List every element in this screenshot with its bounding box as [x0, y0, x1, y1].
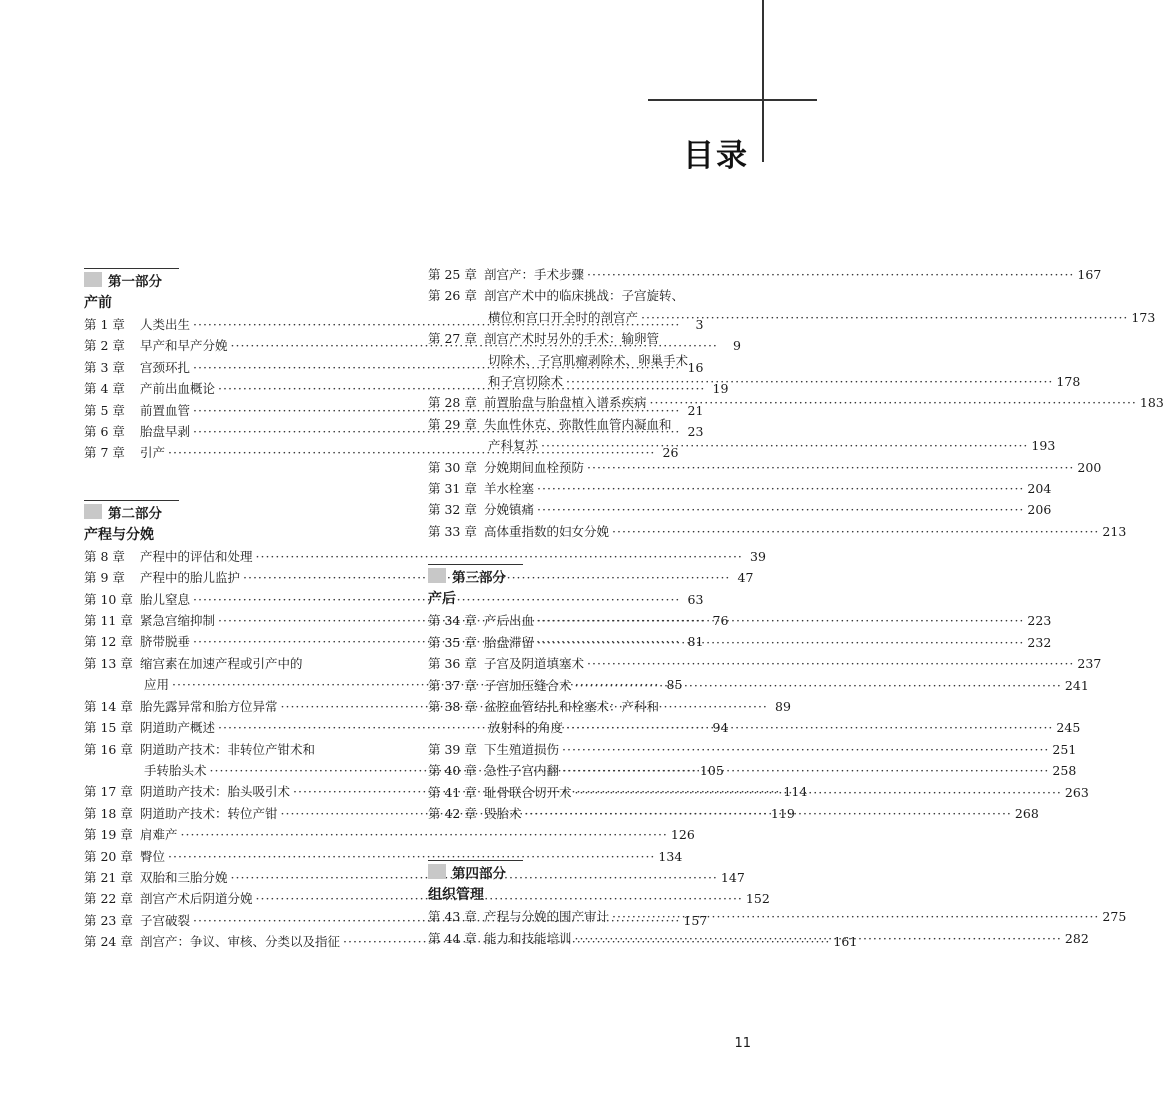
leader-dots [537, 499, 1024, 520]
chapter-title-line [484, 499, 1051, 520]
chapter-number: 第 18 章 [84, 805, 133, 821]
chapter-number: 第 7 章 [84, 445, 125, 461]
chapter-number: 第 30 章 [428, 459, 477, 475]
chapter-title-line [484, 371, 1080, 392]
chapter-body [484, 457, 1101, 478]
chapter-title-line [484, 414, 1055, 435]
chapter-title: 前置血管 [140, 402, 191, 418]
toc-entry[interactable] [84, 546, 766, 567]
chapter-page: 161 [833, 934, 858, 950]
chapter-number: 第 9 章 [84, 570, 125, 586]
chapter-title: 放射科的角度 [488, 720, 564, 736]
chapter-body [484, 739, 1076, 760]
chapter-page: 126 [670, 827, 695, 843]
toc-part [428, 564, 750, 610]
chapter-title: 和子宫切除术 [488, 374, 564, 390]
chapter-page: 76 [712, 613, 729, 629]
chapter-number: 第 43 章 [428, 909, 477, 925]
part-name: 第二部分 [108, 505, 162, 522]
chapter-title: 子宫破裂 [140, 912, 191, 928]
chapter-title: 分娩镇痛 [484, 502, 535, 518]
chapter-title: 人类出生 [140, 317, 191, 332]
section-gap [428, 542, 750, 558]
chapter-title: 阴道助产技术：非转位产钳术和 [140, 741, 316, 757]
chapter-page: 152 [745, 891, 770, 907]
chapter-number: 第 27 章 [428, 331, 477, 347]
chapter-title: 失血性休克、弥散性血管内凝血和 [484, 416, 672, 432]
chapter-title: 紧急宫缩抑制 [140, 613, 216, 629]
chapter-body [484, 906, 1126, 927]
chapter-number: 第 12 章 [84, 634, 133, 650]
chapter-title-line [484, 350, 1080, 371]
chapter-title-line [484, 906, 1126, 927]
leader-dots [562, 760, 1049, 781]
leader-dots [587, 264, 1074, 285]
chapter-number: 第 15 章 [84, 720, 133, 736]
chapter-body [484, 478, 1051, 499]
chapter-page: 23 [687, 424, 704, 440]
chapter-number: 第 2 章 [84, 338, 125, 354]
chapter-title: 宫颈环扎 [140, 359, 191, 375]
chapter-number: 第 39 章 [428, 741, 477, 757]
chapter-body [484, 499, 1051, 520]
leader-dots [641, 307, 1128, 328]
chapter-title-line [484, 632, 1051, 653]
leader-dots [650, 392, 1137, 413]
chapter-body [484, 610, 1051, 631]
chapter-title: 盆腔血管结扎和栓塞术：产科和 [484, 698, 660, 714]
chapter-page: 114 [783, 784, 808, 800]
toc-entry[interactable] [84, 846, 683, 867]
chapter-number: 第 38 章 [428, 698, 477, 714]
chapter-title: 缩宫素在加速产程或引产中的 [140, 655, 303, 671]
chapter-title: 产科复苏 [488, 438, 539, 454]
chapter-page: 119 [770, 805, 795, 821]
chapter-page: 26 [662, 445, 679, 461]
chapter-title: 脐带脱垂 [140, 634, 191, 650]
chapter-page: 282 [1064, 930, 1089, 946]
chapter-title: 早产和早产分娩 [140, 338, 228, 354]
chapter-page: 3 [695, 317, 704, 332]
leader-dots [525, 803, 1012, 824]
toc-entry[interactable] [428, 906, 1127, 927]
chapter-title-line [484, 392, 1164, 413]
chapter-page: 258 [1052, 763, 1077, 779]
chapter-title: 阴道助产技术：胎头吸引术 [140, 784, 291, 800]
chapter-title: 毁胎术 [484, 805, 522, 821]
chapter-number: 第 10 章 [84, 591, 133, 607]
chapter-title: 引产 [140, 445, 166, 461]
chapter-body [484, 803, 1039, 824]
chapter-page: 237 [1077, 656, 1102, 672]
chapter-number: 第 23 章 [84, 912, 133, 928]
chapter-number: 第 22 章 [84, 891, 133, 907]
leader-dots [575, 928, 1062, 949]
toc-entry[interactable] [84, 824, 695, 845]
leader-dots [587, 457, 1074, 478]
part-subtitle: 产程与分娩 [84, 526, 154, 543]
leader-dots [575, 782, 1062, 803]
chapter-page: 223 [1027, 613, 1052, 629]
chapter-page: 251 [1052, 741, 1077, 757]
part-marker [84, 272, 102, 287]
chapter-title: 急性子宫内翻 [484, 763, 560, 779]
chapter-body [484, 653, 1101, 674]
chapter-page: 105 [699, 762, 724, 778]
chapter-page: 39 [750, 548, 766, 564]
chapter-title: 剖宫产术中的临床挑战：子宫旋转、 [484, 288, 685, 304]
chapter-title-line [484, 478, 1051, 499]
chapter-title: 剖宫产：手术步骤 [484, 267, 585, 282]
chapter-number: 第 14 章 [84, 698, 133, 714]
leader-dots [537, 478, 1024, 499]
toc-entry[interactable] [428, 392, 1164, 413]
part-marker [428, 568, 446, 583]
chapter-number: 第 6 章 [84, 424, 125, 440]
chapter-page: 268 [1014, 805, 1039, 821]
leader-dots [566, 717, 1053, 738]
toc-entry[interactable] [428, 632, 1052, 653]
toc-entry[interactable] [428, 760, 1077, 781]
chapter-page: 16 [687, 359, 704, 375]
chapter-title-line [484, 739, 1076, 760]
chapter-page: 200 [1077, 459, 1102, 475]
toc-entry[interactable] [428, 521, 1127, 542]
leader-dots [566, 371, 1053, 392]
part-marker [84, 504, 102, 519]
chapter-number: 第 44 章 [428, 930, 477, 946]
chapter-number: 第 24 章 [84, 934, 133, 950]
chapter-title: 胎儿窒息 [140, 591, 191, 607]
leader-dots [537, 632, 1024, 653]
part-header [428, 860, 523, 881]
chapter-title: 前置胎盘与胎盘植入谱系疾病 [484, 395, 647, 411]
chapter-number: 第 20 章 [84, 848, 133, 864]
chapter-number: 第 25 章 [428, 267, 477, 282]
toc-entry[interactable] [428, 457, 1102, 478]
chapter-number: 第 21 章 [84, 869, 133, 885]
chapter-page: 173 [1131, 309, 1156, 325]
chapter-title: 分娩期间血栓预防 [484, 459, 585, 475]
page-title: 目录 [683, 138, 749, 174]
chapter-number: 第 19 章 [84, 827, 133, 843]
chapter-title-line [484, 653, 1101, 674]
toc-entry[interactable] [428, 675, 1089, 696]
chapter-title-line [484, 307, 1155, 328]
section-gap [428, 824, 750, 854]
chapter-title-line [484, 803, 1039, 824]
toc-entry[interactable] [428, 478, 1052, 499]
chapter-number: 第 17 章 [84, 784, 133, 800]
toc-entry[interactable] [428, 285, 1156, 328]
section-gap [84, 464, 406, 494]
chapter-title: 产前出血概论 [140, 381, 216, 397]
leader-dots [612, 906, 1099, 927]
chapter-title: 下生殖道损伤 [484, 741, 560, 757]
chapter-number: 第 31 章 [428, 481, 477, 497]
chapter-title: 阴道助产技术：转位产钳 [140, 805, 278, 821]
chapter-number: 第 29 章 [428, 416, 477, 432]
chapter-page: 232 [1027, 634, 1052, 650]
chapter-number: 第 33 章 [428, 523, 477, 539]
chapter-page: 178 [1056, 374, 1081, 390]
chapter-title: 肩难产 [140, 827, 178, 843]
chapter-page: 157 [683, 912, 708, 928]
chapter-page: 21 [687, 402, 704, 418]
chapter-title-line [484, 285, 1155, 306]
chapter-title: 子宫加压缝合术 [484, 677, 572, 693]
chapter-number: 第 37 章 [428, 677, 477, 693]
chapter-number: 第 26 章 [428, 288, 477, 304]
toc-entry[interactable] [428, 610, 1052, 631]
chapter-number: 第 16 章 [84, 741, 133, 757]
chapter-title: 子宫及阴道填塞术 [484, 656, 585, 672]
chapter-title-line [484, 328, 1080, 349]
chapter-body [484, 675, 1089, 696]
chapter-page: 241 [1064, 677, 1089, 693]
chapter-body [484, 760, 1076, 781]
chapter-number: 第 11 章 [84, 613, 133, 629]
chapter-page: 94 [712, 720, 729, 736]
chapter-body [484, 521, 1126, 542]
toc-entry[interactable] [428, 739, 1077, 760]
chapter-number: 第 40 章 [428, 763, 477, 779]
chapter-number: 第 4 章 [84, 381, 125, 397]
chapter-number: 第 1 章 [84, 317, 125, 332]
chapter-title-line [484, 782, 1089, 803]
toc-entry[interactable] [428, 414, 1056, 457]
chapter-title: 剖宫产术时另外的手术：输卵管 [484, 331, 660, 347]
chapter-title: 双胎和三胎分娩 [140, 869, 228, 885]
chapter-page: 134 [658, 848, 683, 864]
chapter-page: 81 [687, 634, 704, 650]
chapter-number: 第 36 章 [428, 656, 477, 672]
chapter-body [484, 782, 1089, 803]
chapter-title-line [484, 435, 1055, 456]
chapter-title: 胎先露异常和胎方位异常 [140, 698, 278, 714]
chapter-title: 剖宫产：争议、审核、分类以及指征 [140, 934, 341, 950]
part-header [84, 500, 179, 521]
toc-part [428, 860, 750, 906]
chapter-page: 85 [666, 677, 683, 693]
chapter-title: 产程中的胎儿监护 [140, 570, 241, 586]
chapter-page: 19 [712, 381, 729, 397]
chapter-number: 第 42 章 [428, 805, 477, 821]
chapter-title-line [484, 675, 1089, 696]
chapter-body [484, 392, 1164, 413]
chapter-page: 183 [1139, 395, 1164, 411]
part-marker [428, 864, 446, 879]
leader-dots [562, 739, 1049, 760]
chapter-page: 245 [1056, 720, 1081, 736]
chapter-title-line [484, 264, 1101, 285]
chapter-title: 耻骨联合切开术 [484, 784, 572, 800]
chapter-body [484, 696, 1080, 739]
chapter-body [484, 414, 1055, 457]
chapter-page: 204 [1027, 481, 1052, 497]
chapter-number: 第 13 章 [84, 655, 133, 671]
chapter-number: 第 34 章 [428, 613, 477, 629]
chapter-number: 第 32 章 [428, 502, 477, 518]
toc-entry[interactable] [428, 328, 1081, 392]
leader-dots [612, 521, 1099, 542]
chapter-number: 第 3 章 [84, 359, 125, 375]
toc-part [84, 500, 406, 546]
chapter-number: 第 5 章 [84, 402, 125, 418]
chapter-page: 206 [1027, 502, 1052, 518]
part-subtitle: 产前 [84, 295, 112, 311]
leader-dots [537, 610, 1024, 631]
chapter-page: 63 [687, 591, 704, 607]
chapter-number: 第 35 章 [428, 634, 477, 650]
chapter-title-line [484, 760, 1076, 781]
part-subtitle: 产后 [428, 591, 456, 608]
chapter-title-line [484, 928, 1089, 949]
chapter-title: 产程中的评估和处理 [140, 548, 253, 564]
chapter-title-line [484, 717, 1080, 738]
chapter-title: 手转胎头术 [144, 762, 207, 778]
corner-horizontal-rule [648, 99, 817, 101]
corner-vertical-rule [762, 0, 764, 162]
leader-dots [587, 653, 1074, 674]
chapter-page: 263 [1064, 784, 1089, 800]
chapter-page: 9 [732, 338, 741, 354]
toc-entry[interactable] [428, 264, 1102, 285]
part-name: 第三部分 [452, 570, 506, 587]
chapter-title: 臀位 [140, 848, 166, 864]
chapter-page: 89 [775, 698, 791, 714]
chapter-title-line [484, 521, 1126, 542]
chapter-number: 第 8 章 [84, 548, 125, 564]
chapter-title: 横位和宫口开全时的剖宫产 [488, 309, 639, 325]
chapter-page: 213 [1102, 523, 1127, 539]
chapter-page: 167 [1077, 267, 1102, 282]
chapter-page: 147 [720, 869, 745, 885]
chapter-number: 第 41 章 [428, 784, 477, 800]
chapter-title: 能力和技能培训 [484, 930, 572, 946]
part-subtitle: 组织管理 [428, 887, 484, 904]
chapter-page: 193 [1031, 438, 1056, 454]
page-number: 11 [734, 1036, 751, 1051]
toc-part [84, 268, 406, 314]
chapter-page: 275 [1102, 909, 1127, 925]
chapter-body [484, 928, 1089, 949]
chapter-title-line [484, 696, 1080, 717]
chapter-title: 产后出血 [484, 613, 535, 629]
chapter-body [484, 632, 1051, 653]
chapter-body [484, 285, 1155, 328]
chapter-body [484, 328, 1080, 392]
chapter-title: 应用 [144, 677, 170, 693]
chapter-title: 胎盘滞留 [484, 634, 535, 650]
chapter-page: 47 [737, 570, 754, 586]
leader-dots [575, 675, 1062, 696]
part-name: 第一部分 [108, 274, 162, 290]
chapter-title: 剖宫产术后阴道分娩 [140, 891, 253, 907]
chapter-body [484, 264, 1101, 285]
chapter-title: 高体重指数的妇女分娩 [484, 523, 610, 539]
chapter-title-line [484, 457, 1101, 478]
leader-dots [541, 435, 1028, 456]
chapter-title: 阴道助产概述 [140, 720, 216, 736]
chapter-title: 羊水栓塞 [484, 481, 535, 497]
chapter-title: 切除术、子宫肌瘤剥除术、卵巢手术 [488, 352, 689, 368]
toc-entry[interactable] [428, 499, 1052, 520]
part-header [84, 268, 179, 289]
chapter-title: 产程与分娩的围产审计 [484, 909, 610, 925]
chapter-number: 第 28 章 [428, 395, 477, 411]
part-name: 第四部分 [452, 866, 506, 883]
part-header [428, 564, 523, 585]
chapter-title-line [484, 610, 1051, 631]
toc-entry[interactable] [428, 653, 1102, 674]
chapter-title: 胎盘早剥 [140, 424, 191, 440]
